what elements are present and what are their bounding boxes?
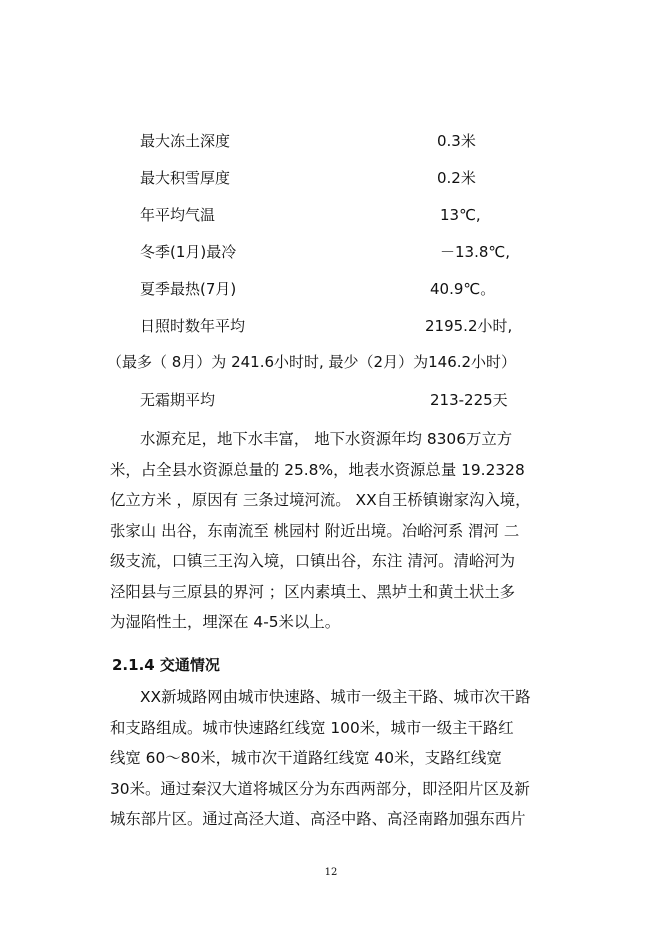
- climate-label: 无霜期平均: [140, 391, 216, 409]
- paragraph-line: 级支流，口镇三王沟入境，口镇出谷，东注 清河。清峪河为: [110, 552, 516, 570]
- climate-label: 日照时数年平均: [140, 317, 246, 335]
- paragraph-line: XX新城路网由城市快速路、城市一级主干路、城市次干路: [140, 688, 531, 706]
- climate-value: －13.8℃,: [440, 243, 511, 261]
- paragraph-line: 线宽 60～80米，城市次干道路红线宽 40米，支路红线宽: [110, 749, 502, 767]
- climate-value: 0.3米: [437, 132, 476, 150]
- paragraph-line: 为湿陷性土，埋深在 4-5米以上。: [110, 613, 341, 631]
- climate-value: 213-225天: [430, 391, 508, 409]
- water-resources-paragraph: [110, 424, 566, 638]
- page-number: 12: [324, 867, 338, 878]
- climate-value: 2195.2小时,: [425, 317, 513, 335]
- climate-label: 年平均气温: [140, 206, 216, 224]
- climate-label: 夏季最热(7月): [140, 280, 237, 298]
- paragraph-line: 城东部片区。通过高泾大道、高泾中路、高泾南路加强东西片: [110, 810, 526, 828]
- climate-value: 0.2米: [437, 169, 476, 187]
- sunshine-note: （最多（ 8月）为 241.6小时时, 最少（2月）为146.2小时）: [107, 353, 517, 371]
- section-heading: 2.1.4 交通情况: [112, 656, 220, 674]
- climate-label: 冬季(1月)最冷: [140, 243, 237, 261]
- climate-label: 最大积雪厚度: [140, 169, 231, 187]
- paragraph-line: 张家山 出谷，东南流至 桃园村 附近出境。冶峪河系 渭河 二: [110, 521, 520, 540]
- climate-value: 13℃,: [440, 206, 481, 224]
- paragraph-line: 泾阳县与三原县的界河 ；区内素填土、黑垆土和黄土状土多: [110, 582, 516, 601]
- climate-value: 40.9℃。: [430, 280, 496, 298]
- paragraph-line: 和支路组成。城市快速路红线宽 100米，城市一级主干路红: [110, 718, 514, 737]
- paragraph-line: 30米。通过秦汉大道将城区分为东西两部分，即泾阳片区及新: [110, 779, 530, 798]
- paragraph-line: 亿立方米 ，原因有 三条过境河流。 XX自王桥镇谢家沟入境，: [110, 491, 531, 509]
- climate-label: 最大冻土深度: [140, 132, 231, 150]
- paragraph-line: 水源充足，地下水丰富， 地下水资源年均 8306万立方: [140, 430, 513, 448]
- traffic-paragraph: [110, 682, 566, 835]
- paragraph-line: 米，占全县水资源总量的 25.8%，地表水资源总量 19.2328: [110, 460, 525, 479]
